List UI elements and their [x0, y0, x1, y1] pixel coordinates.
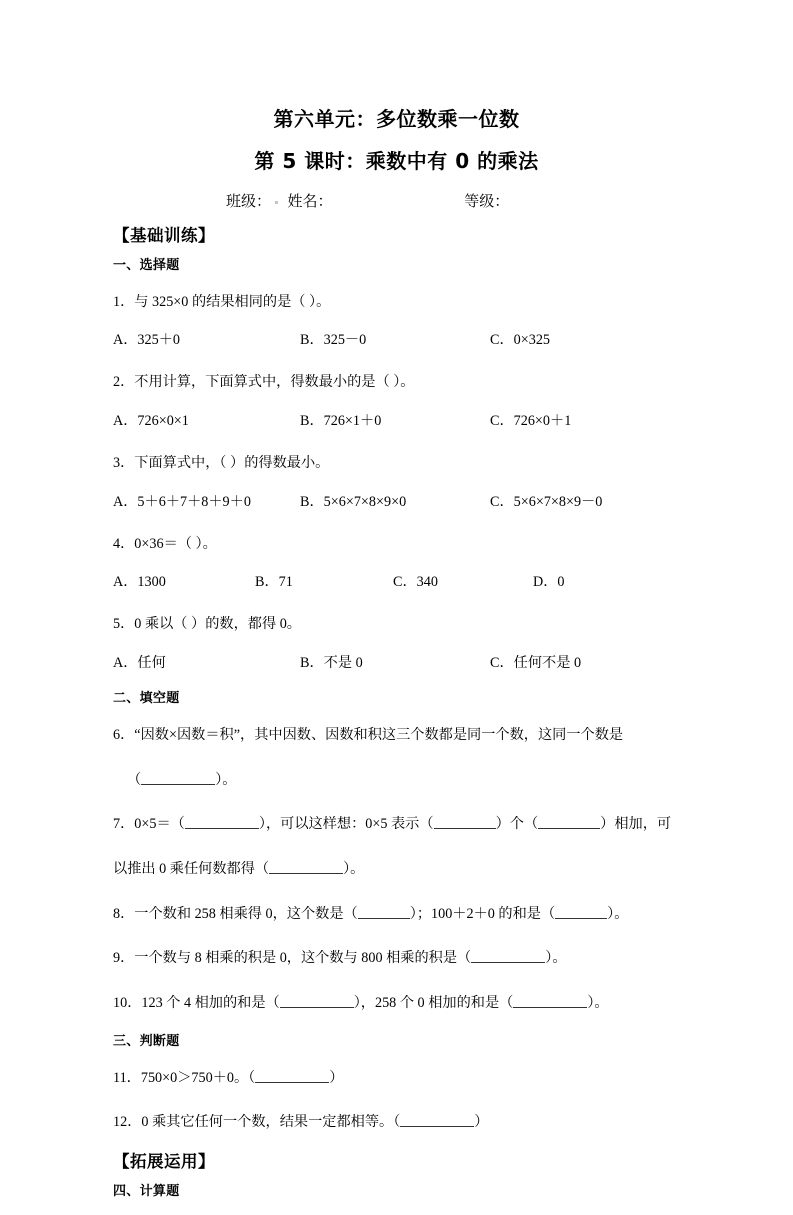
question-5-options: [113, 656, 681, 675]
question-12: [113, 1109, 681, 1137]
question-3: 3．下面算式中，（ ）的得数最小。: [113, 454, 330, 471]
q6-text-open: （: [127, 771, 142, 788]
name-field-label: 姓名：: [287, 194, 333, 210]
q7-text-3: ）个（: [495, 816, 539, 833]
unit-title: 第六单元：多位数乘一位数: [273, 107, 520, 131]
question-6-line1: 6．“因数×因数＝积”，其中因数、因数和积这三个数都是同一个数，这同一个数是: [113, 726, 624, 743]
q7-text-5: 以推出 0 乘任何数都得（: [113, 861, 270, 877]
section-compute: 四、计算题: [113, 1183, 180, 1199]
q11-text-2: ）: [329, 1069, 344, 1086]
option-a[interactable]: A．1300: [113, 574, 166, 591]
question-8: [113, 901, 681, 929]
q6-blank-1[interactable]: [141, 772, 215, 785]
student-info-row: [113, 190, 680, 211]
question-2: 2．不用计算，下面算式中，得数最小的是（ ）。: [113, 374, 415, 391]
question-11: [113, 1065, 681, 1093]
question-3-options: [113, 495, 681, 514]
option-b[interactable]: B．不是 0: [300, 654, 363, 671]
q12-text-2: ）: [474, 1114, 489, 1131]
question-1-options: [113, 333, 681, 352]
q11-blank-1[interactable]: [255, 1070, 329, 1083]
q8-blank-2[interactable]: [555, 906, 607, 919]
q12-text-1: 12．0 乘其它任何一个数，结果一定都相等。（: [113, 1114, 401, 1131]
part-basic-training: 【基础训练】: [113, 226, 215, 245]
question-4: 4．0×36＝（ ）。: [113, 535, 217, 552]
question-1: 1．与 325×0 的结果相同的是（ ）。: [113, 293, 331, 310]
q7-text-2: ），可以这样想：0×5 表示（: [258, 816, 434, 833]
q9-text-1: 9．一个数与 8 相乘的积是 0，这个数与 800 相乘的积是（: [113, 950, 472, 967]
option-c[interactable]: C．5×6×7×8×9－0: [490, 493, 603, 510]
q9-blank-1[interactable]: [471, 950, 545, 963]
option-a[interactable]: A．325＋0: [113, 332, 180, 349]
question-10: [113, 990, 681, 1018]
section-fill-blank: 二、填空题: [113, 690, 180, 706]
option-b[interactable]: B．71: [255, 574, 293, 591]
option-c[interactable]: C．726×0＋1: [490, 412, 572, 429]
q7-text-4: ）相加，可: [600, 816, 672, 833]
q7-blank-1[interactable]: [185, 816, 259, 829]
question-4-options: [113, 575, 681, 594]
option-a[interactable]: A．726×0×1: [113, 412, 189, 429]
q10-text-2: ），258 个 0 相加的和是（: [353, 995, 514, 1012]
q10-text-3: ）。: [587, 995, 609, 1012]
q8-text-1: 8．一个数和 258 相乘得 0，这个数是（: [113, 905, 358, 922]
q9-text-2: ）。: [545, 950, 567, 967]
q10-text-1: 10．123 个 4 相加的和是（: [113, 995, 280, 1012]
stray-mark: [275, 201, 278, 204]
question-5: 5．0 乘以（ ）的数，都得 0。: [113, 616, 301, 633]
section-choice: 一、选择题: [113, 257, 180, 273]
section-judge: 三、判断题: [113, 1033, 180, 1049]
q7-text-6: ）。: [343, 861, 365, 877]
option-b[interactable]: B．5×6×7×8×9×0: [300, 493, 407, 510]
question-9: [113, 945, 681, 973]
part-extension-application: 【拓展运用】: [113, 1152, 215, 1172]
question-6-line2: [113, 767, 681, 795]
q8-blank-1[interactable]: [358, 906, 410, 919]
option-a[interactable]: A．任何: [113, 654, 166, 671]
option-d[interactable]: D．0: [533, 574, 565, 591]
q7-blank-4[interactable]: [269, 861, 343, 874]
question-7-line2: [113, 856, 681, 884]
q10-blank-2[interactable]: [513, 995, 587, 1008]
grade-field-label: 等级：: [464, 194, 510, 210]
class-field-label: 班级：: [226, 194, 272, 210]
option-b[interactable]: B．325－0: [300, 332, 367, 349]
q8-text-2: ）；100＋2＋0 的和是（: [409, 905, 556, 922]
worksheet-content: [113, 228, 681, 1215]
q7-text-1: 7．0×5＝（: [113, 816, 185, 833]
q11-text-1: 11．750×0＞750＋0。（: [113, 1069, 256, 1086]
q12-blank-1[interactable]: [400, 1114, 474, 1127]
option-a[interactable]: A．5＋6＋7＋8＋9＋0: [113, 493, 251, 510]
q6-text-close: ）。: [215, 771, 237, 788]
q8-text-3: ）。: [607, 905, 629, 922]
option-c[interactable]: C．任何不是 0: [490, 654, 582, 671]
q7-blank-3[interactable]: [538, 816, 600, 829]
q7-blank-2[interactable]: [434, 816, 496, 829]
option-b[interactable]: B．726×1＋0: [300, 412, 382, 429]
question-7: [113, 811, 681, 839]
option-c[interactable]: C．340: [393, 574, 438, 591]
lesson-title: 第 5 课时：乘数中有 0 的乘法: [254, 149, 539, 173]
q10-blank-1[interactable]: [280, 995, 354, 1008]
question-2-options: [113, 414, 681, 433]
option-c[interactable]: C．0×325: [490, 332, 551, 349]
